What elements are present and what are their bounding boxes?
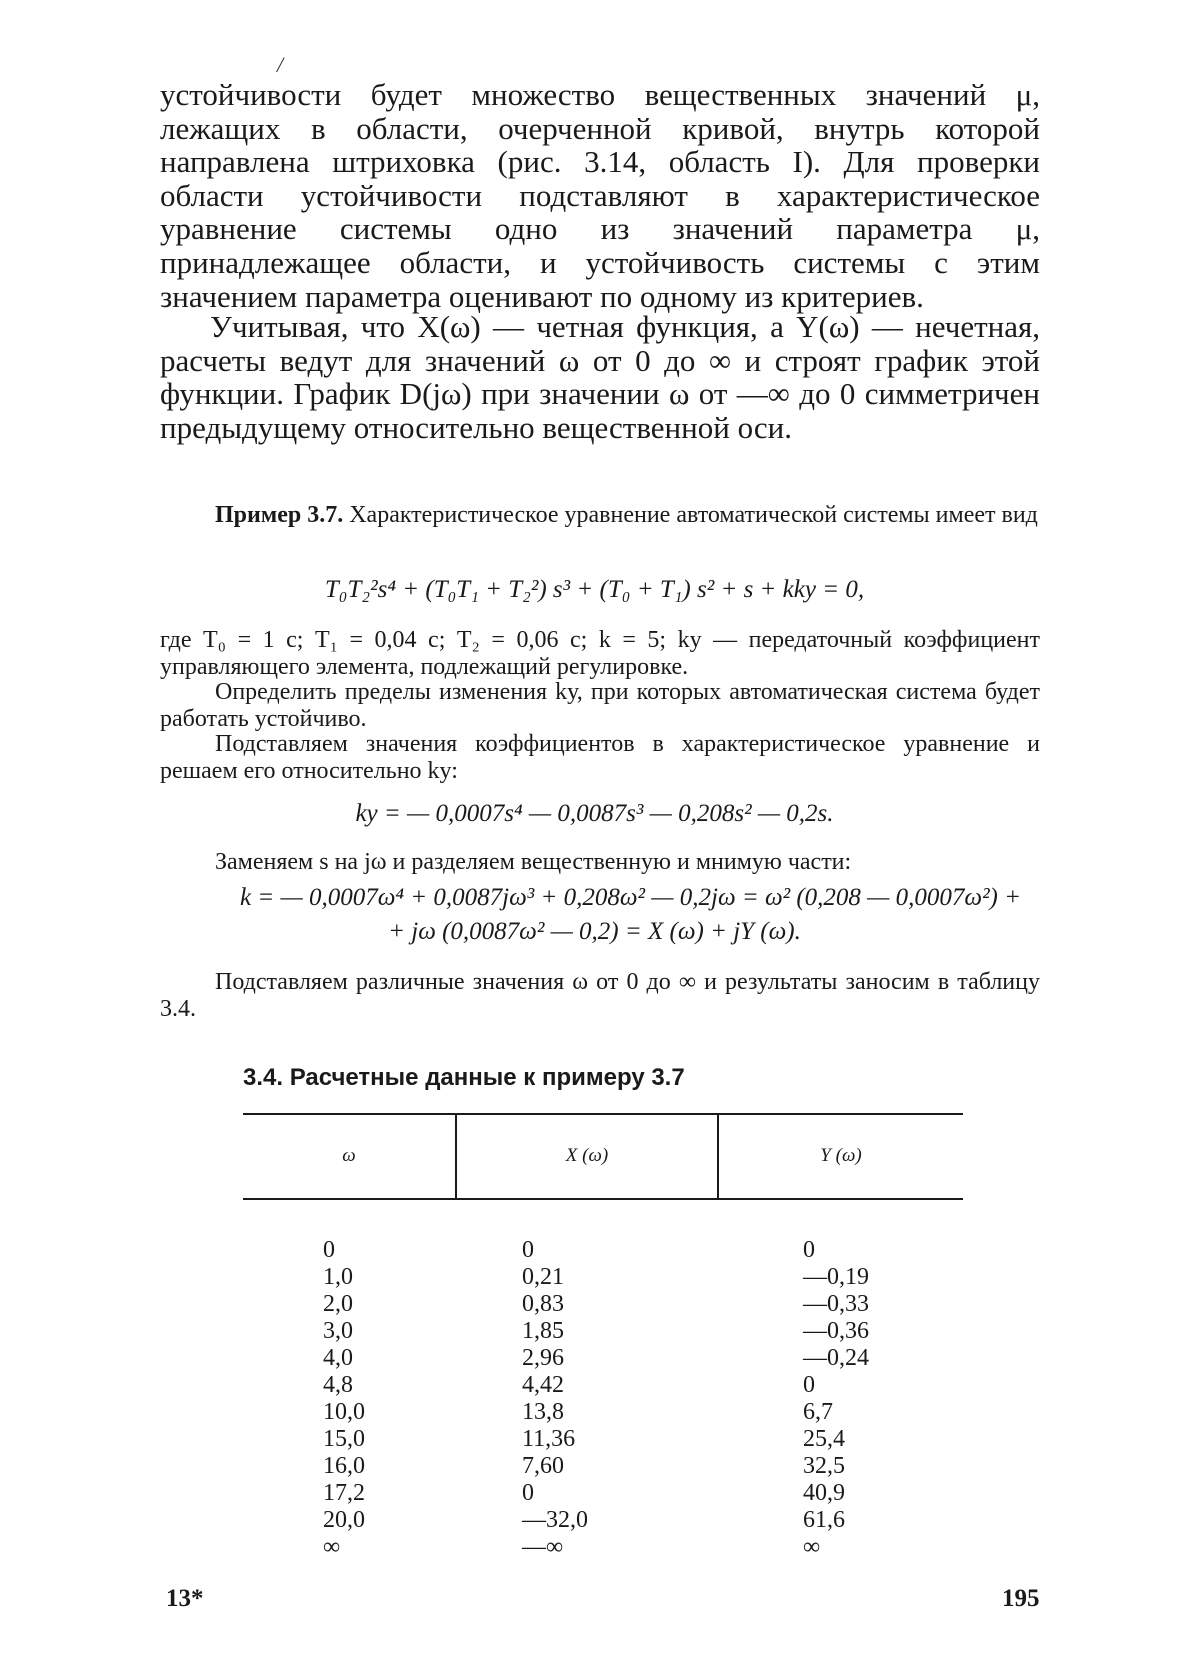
cell-omega: ∞ [323,1534,341,1560]
table-row [243,1399,963,1426]
cell-omega: 2,0 [323,1291,353,1317]
table-row [243,1345,963,1372]
cell-y: —0,36 [803,1318,869,1344]
cell-omega: 16,0 [323,1453,365,1479]
table-row [243,1264,963,1291]
cell-y: 0 [803,1237,815,1263]
table-body [243,1237,963,1561]
cell-omega: 10,0 [323,1399,365,1425]
table-top-rule [243,1113,963,1115]
cell-x: 0 [522,1237,534,1263]
cell-x: 0,83 [522,1291,564,1317]
paragraph-stability-region: устойчивости будет множество вещественных значений μ, лежащих в области, очерченной кривой, внутрь которой направлена штриховка (рис. 3.14, область I). Для проверки области устойчивости подставляют в характеристическое уравнение системы одно из значений параметра μ, принадлежащее области, и устойчивость системы с этим значением параметра оценивают по одному из критериев. [160,77,1040,314]
table-row [243,1507,963,1534]
characteristic-equation: T₀T₂²s⁴ + (T₀T₁ + T₂²) s³ + (T₀ + T₁) s² + s + kkу = 0, [324,576,865,603]
cell-x: —32,0 [522,1507,588,1533]
table-header-rule [243,1198,963,1200]
cell-omega: 17,2 [323,1480,365,1506]
table-caption: 3.4. Расчетные данные к примеру 3.7 [243,1064,685,1091]
cell-x: 4,42 [522,1372,564,1398]
cell-omega: 20,0 [323,1507,365,1533]
cell-omega: 15,0 [323,1426,365,1452]
paragraph-table-ref: Подставляем различные значения ω от 0 до ∞ и результаты заносим в таблицу 3.4. [160,969,1040,1022]
cell-y: 32,5 [803,1453,845,1479]
paragraph-even-odd-functions: Учитывая, что X(ω) — четная функция, а Y(ω) — нечетная, расчеты ведут для значений ω от 0 до ∞ и строят график этой функции. График D(jω) при значении ω от —∞ до 0 симметричен предыдущему относительно вещественной оси. [160,309,1040,445]
cell-x: 1,85 [522,1318,564,1344]
cell-omega: 4,8 [323,1372,353,1398]
cell-x: 13,8 [522,1399,564,1425]
example-label: Пример 3.7. [215,502,344,528]
cell-y: —0,24 [803,1345,869,1371]
example-heading [160,502,1040,529]
paragraph-parameters: где T₀ = 1 с; T₁ = 0,04 с; T₂ = 0,06 с; k = 5; kу — передаточный коэффициент управляющего элемента, подлежащий регулировке. [160,627,1040,680]
cell-x: —∞ [522,1534,564,1560]
cell-y: 40,9 [803,1480,845,1506]
table-row [243,1318,963,1345]
cell-y: 6,7 [803,1399,833,1425]
cell-omega: 3,0 [323,1318,353,1344]
paragraph-replace-s: Заменяем s на jω и разделяем вещественную и мнимую части: [215,849,852,875]
cell-y: —0,19 [803,1264,869,1290]
example-text: Характеристическое уравнение автоматической системы имеет вид [349,502,1038,528]
cell-y: —0,33 [803,1291,869,1317]
table-header-x: X (ω) [565,1145,609,1166]
cell-y: 25,4 [803,1426,845,1452]
signature-mark: 13* [166,1585,204,1612]
cell-omega: 0 [323,1237,335,1263]
table-row [243,1426,963,1453]
cell-x: 7,60 [522,1453,564,1479]
table-row [243,1372,963,1399]
stray-mark: / [277,52,284,77]
page-number: 195 [1002,1585,1040,1612]
cell-y: 0 [803,1372,815,1398]
cell-x: 0,21 [522,1264,564,1290]
cell-x: 0 [522,1480,534,1506]
ky-expression: kу = — 0,0007s⁴ — 0,0087s³ — 0,208s² — 0,2s. [355,800,834,827]
table-row [243,1453,963,1480]
cell-omega: 1,0 [323,1264,353,1290]
table-header-y: Y (ω) [820,1145,862,1166]
cell-y: ∞ [803,1534,821,1560]
table-row [243,1480,963,1507]
cell-x: 2,96 [522,1345,564,1371]
table-header-omega: ω [342,1145,356,1166]
cell-omega: 4,0 [323,1345,353,1371]
cell-x: 11,36 [522,1426,576,1452]
cell-y: 61,6 [803,1507,845,1533]
table-row [243,1534,963,1561]
paragraph-substitution: Подставляем значения коэффициентов в характеристическое уравнение и решаем его относительно kу: [160,731,1040,784]
table-row [243,1291,963,1318]
paragraph-task: Определить пределы изменения kу, при которых автоматическая система будет работать устойчиво. [160,679,1040,732]
complex-expansion-line2: + jω (0,0087ω² — 0,2) = X (ω) + jY (ω). [388,918,801,945]
complex-expansion-line1: k = — 0,0007ω⁴ + 0,0087jω³ + 0,208ω² — 0,2jω = ω² (0,208 — 0,0007ω²) + [240,884,1022,911]
table-row [243,1237,963,1264]
